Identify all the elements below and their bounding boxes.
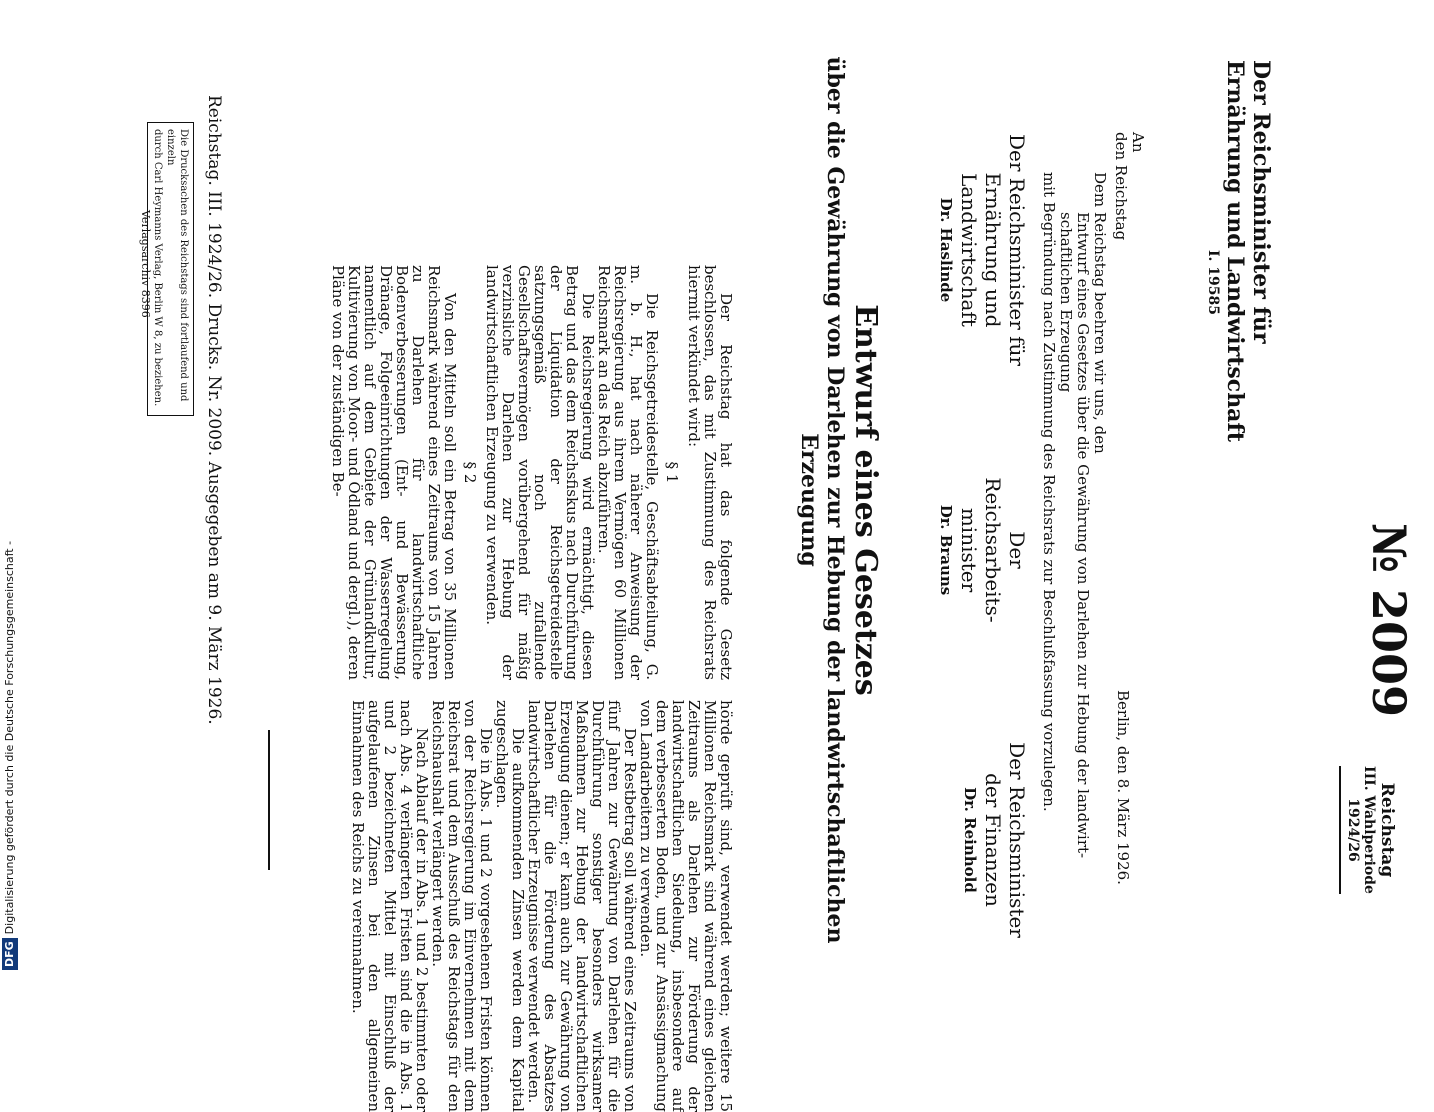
signature-reinhold (959, 720, 1029, 960)
intro-paragraph: Der Reichstag hat das folgende Gesetz beschlossen, das mit Zustimmung des Reichsrats hiermit verkündet wird: (685, 265, 735, 680)
paragraph-5: Nach Ablauf der in Abs. 1 und 2 bestimmten oder nach Abs. 4 verlängerten Fristen sind die in Abs. 1 und 2 bezeichneten Mittel mit Einschluß der aufgelaufenen Zinsen bei den allgemeinen Einnahmen des Reichs zu vereinnahmen. (349, 700, 431, 1112)
addressee-1: An (1129, 132, 1147, 153)
minister-line-2: Ernährung und Landwirtschaft (1222, 60, 1248, 443)
section-divider (268, 730, 270, 870)
signature-role-2: Ernährung und Landwirtschaft (957, 172, 1005, 328)
signature-name: Dr. Reinhold (961, 787, 979, 893)
paragraph-3: Die aufkommenden Zinsen werden dem Kapital zugeschlagen. (493, 700, 527, 1112)
section-2-heading: § 2 (461, 461, 479, 484)
footer-line: Reichstag. III. 1924/26. Drucks. Nr. 2009. Ausgegeben am 9. März 1926. (204, 95, 224, 725)
letter-line-3: schaftlichen Erzeugung (1057, 212, 1075, 393)
title-line-3: Erzeugung (796, 433, 822, 567)
signature-role-1: Der Reichsarbeits- (981, 477, 1029, 623)
signatures-row (919, 100, 1029, 960)
header-divider (1339, 766, 1341, 894)
digitization-note (0, 0, 24, 1000)
letter-block (1040, 132, 1146, 992)
column-1 (330, 265, 734, 680)
paragraph-4: Die in Abs. 1 und 2 vorgesehenen Fristen können von der Reichsregierung im Einvernehmen mit dem Reichsrat und dem Ausschuß des Reichstags für den Reichshaushalt verlängert werden. (429, 700, 495, 1112)
reichstag-label: Reichstag (1377, 782, 1397, 878)
signature-role-2: der Finanzen (981, 773, 1005, 907)
letter-line-2: Entwurf eines Gesetzes über die Gewährung von Darlehen zur Hebung der landwirt- (1074, 212, 1092, 859)
paragraph-1: hörde geprüft sind, verwendet werden; weitere 15 Millionen Reichsmark sind während eines gleichen Zeitraums als Darlehen zur Förderung der landwirtschaftlichen Siedelung, insbesondere auf dem verbesserten Boden, und zur Ansässigmachung von Landarbeitern zu verwenden. (637, 700, 735, 1112)
law-title (796, 20, 882, 980)
footer-box-line-2: durch Carl Heymanns Verlag, Berlin W 8, zu beziehen. (152, 129, 163, 407)
addressee-2: den Reichstag (1112, 132, 1130, 241)
signature-brauns (935, 470, 1029, 630)
column-2 (350, 700, 734, 1112)
signature-role-1: Der Reichsminister (1005, 742, 1029, 938)
signature-role-1: Der Reichsminister für (1005, 134, 1029, 366)
digitization-text (2, 10, 18, 970)
reichstag-block (1339, 760, 1396, 900)
letter-line-1: Dem Reichstag beehren wir uns, den (1091, 172, 1109, 454)
document-number: № 2009 (1362, 522, 1416, 718)
title-line-2: über die Gewährung von Darlehen zur Hebung der landwirtschaftlichen (822, 56, 848, 944)
section-2-paragraph-1: Von den Mitteln soll ein Betrag von 35 Millionen Reichsmark während eines Zeitraums von 15 Jahren zu Darlehen für landwirtschaftliche Bodenverbesserungen (Ent- und Bewässerung, Dränage, Folgeeinrichtungen der Wasserregelung namentlich auf dem Gebiete der Grünlandkultur, Kultivierung von Moor- und Ödland und dergl.), deren Pläne von der zuständigen Be- (329, 265, 459, 680)
letter-line-4: mit Begründung nach Zustimmung des Reichsrats zur Beschlußfassung vorzulegen. (1040, 172, 1058, 812)
signature-name: Dr. Brauns (937, 504, 955, 596)
place-date: Berlin, den 8. März 1926. (1114, 690, 1132, 885)
section-1-paragraph-2: Die Reichsregierung wird ermächtigt, diesen Betrag und das dem Reichsfiskus nach Durchführung der Liquidation der Reichsgetreidestelle satzungsgemäß noch zufallende Gesellschaftsvermögen vorübergehend für mäßig verzinsliche Darlehen zur Hebung der landwirtschaftlichen Erzeugung zu verwenden. (483, 265, 597, 680)
signature-haslinde (935, 100, 1029, 400)
footer-box-line-1: Die Drucksachen des Reichstags sind fortlaufend und einzeln (165, 129, 189, 402)
paragraph-2: Der Restbetrag soll während eines Zeitraums von fünf Jahren zur Gewährung von Darlehen für die Durchführung sonstiger besonders wirksamer Maßnahmen zur Hebung der landwirtschaftlichen Erzeugung dienen; er kann auch zur Gewährung von Darlehen für die Förderung des Absatzes landwirtschaftlicher Erzeugnisse verwendet werden. (525, 700, 639, 1112)
section-1-paragraph-1: Die Reichsgetreidestelle, Geschäftsabteilung, G. m. b. H., hat nach näherer Anweisung der Reichsregierung aus ihrem Vermögen 60 Millionen Reichsmark an das Reich abzuführen. (595, 265, 661, 680)
section-1-heading: § 1 (663, 461, 681, 484)
signature-name: Dr. Haslinde (937, 197, 955, 303)
wahlperiode-label: III. Wahlperiode (1361, 766, 1377, 894)
signature-role-2: minister (957, 507, 981, 593)
digitization-label: Digitalisierung gefördert durch die Deutsche Forschungsgemeinschaft - (3, 540, 16, 935)
title-line-1: Entwurf eines Gesetzes (848, 304, 883, 696)
minister-line-1: Der Reichsminister für (1248, 60, 1274, 344)
footer-box (147, 122, 194, 416)
minister-block (1204, 60, 1274, 500)
period-label: 1924/26 (1345, 798, 1361, 862)
reference-number: I. 19585 (1205, 250, 1221, 316)
dfg-logo: DFG (2, 938, 18, 970)
archive-note: Verlagsarchiv 8396 (139, 210, 152, 318)
